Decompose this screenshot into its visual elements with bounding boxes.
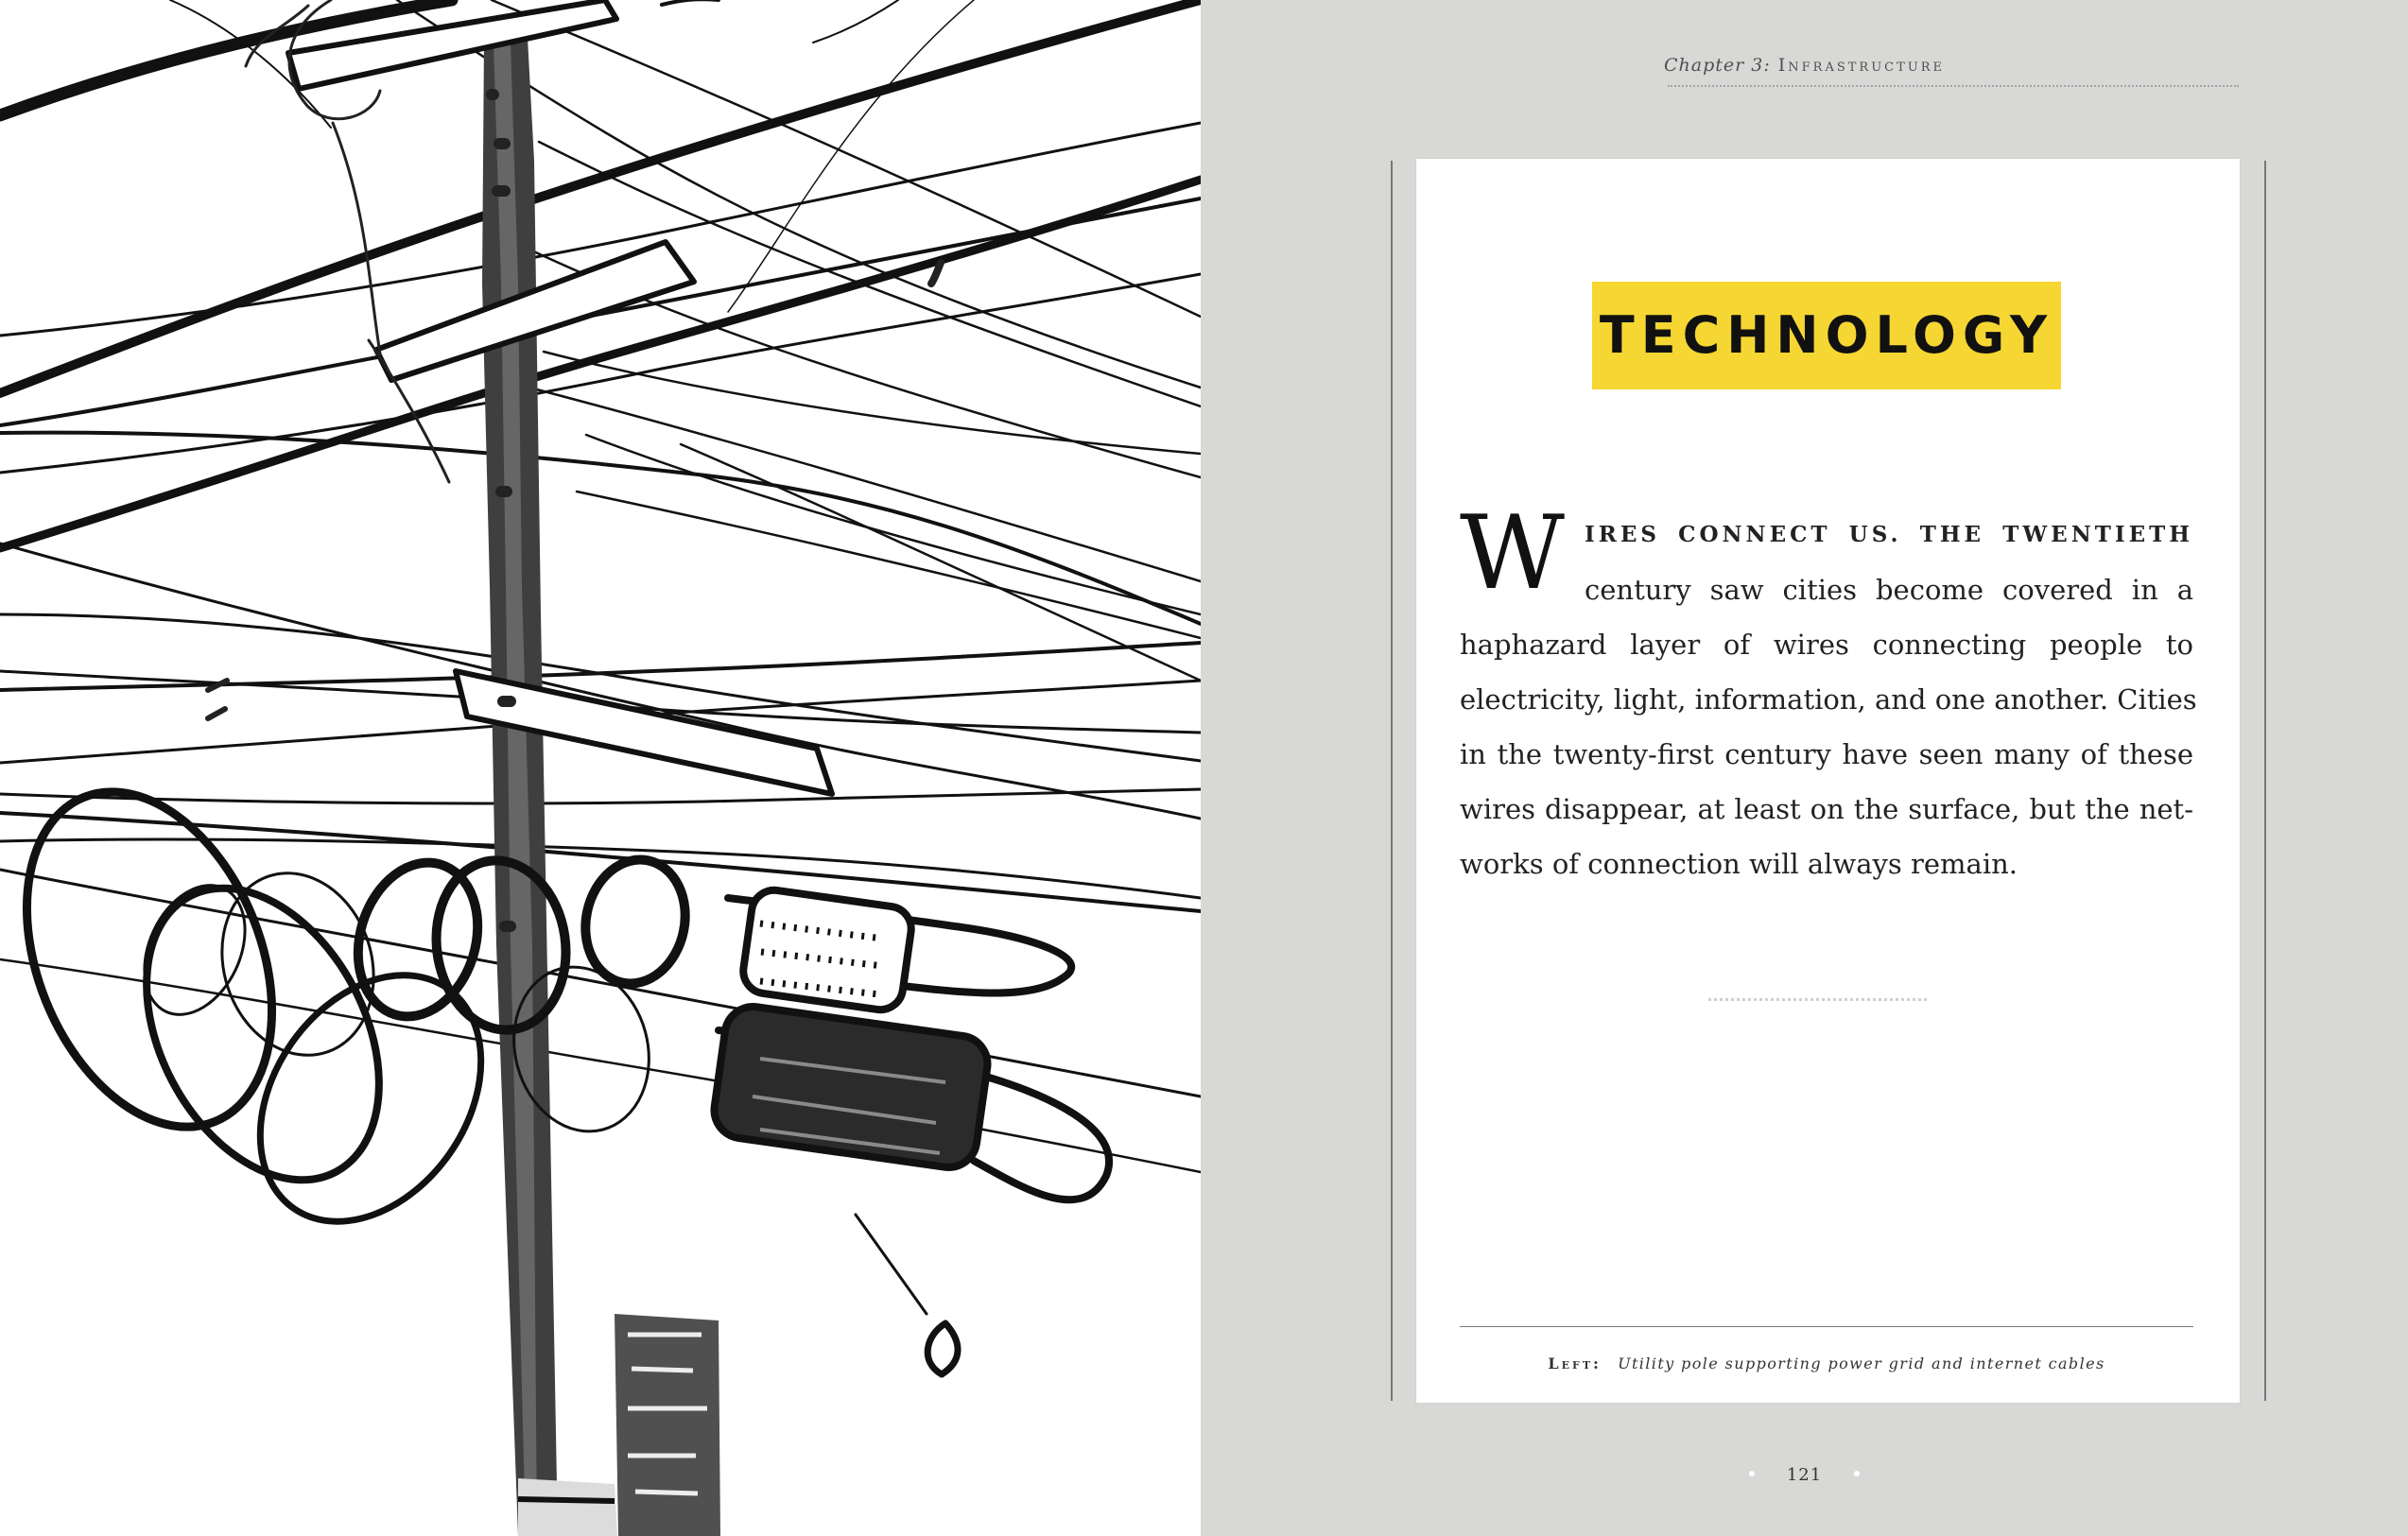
- section-label: [1592, 282, 2061, 389]
- drop-cap: W: [1460, 494, 1566, 613]
- chapter-divider: [1668, 85, 2239, 87]
- right-vertical-rule: [2264, 161, 2266, 1401]
- body-line: haphazard layer of wires connecting people to: [1460, 629, 2193, 661]
- page-number: 121: [1786, 1465, 1823, 1485]
- body-line: IRES CONNECT US. THE TWENTIETH: [1585, 522, 2193, 547]
- caption-rule: [1460, 1326, 2193, 1327]
- body-line: century saw cities become covered in a: [1585, 574, 2193, 606]
- body-line: wires disappear, at least on the surface, but the net-: [1460, 793, 2193, 825]
- caption-text: Utility pole supporting power grid and internet cables: [1618, 1355, 2105, 1372]
- left-vertical-rule: [1391, 161, 1393, 1401]
- right-page: [1201, 0, 2408, 1536]
- footer-dot-icon: [1854, 1471, 1860, 1476]
- body-line: in the twenty-first century have seen many of these: [1460, 738, 2193, 770]
- section-title: TECHNOLOGY: [1599, 305, 2054, 365]
- chapter-label: Chapter 3:: [1663, 55, 1771, 76]
- footer-dot-icon: [1749, 1471, 1755, 1476]
- left-page: [0, 0, 1201, 1536]
- content-card: [1416, 159, 2240, 1403]
- chapter-title: Infrastructure: [1777, 55, 1946, 76]
- body-line: works of connection will always remain.: [1460, 848, 2018, 880]
- card-dotted-divider: [1708, 998, 1927, 1001]
- caption: [1460, 1355, 2193, 1372]
- utility-pole-illustration: [0, 0, 1201, 1536]
- caption-label: Left:: [1548, 1355, 1602, 1372]
- page-footer: [1201, 1465, 2408, 1485]
- chapter-header: [1201, 55, 2408, 76]
- body-line: electricity, light, information, and one another. Cities: [1460, 683, 2197, 716]
